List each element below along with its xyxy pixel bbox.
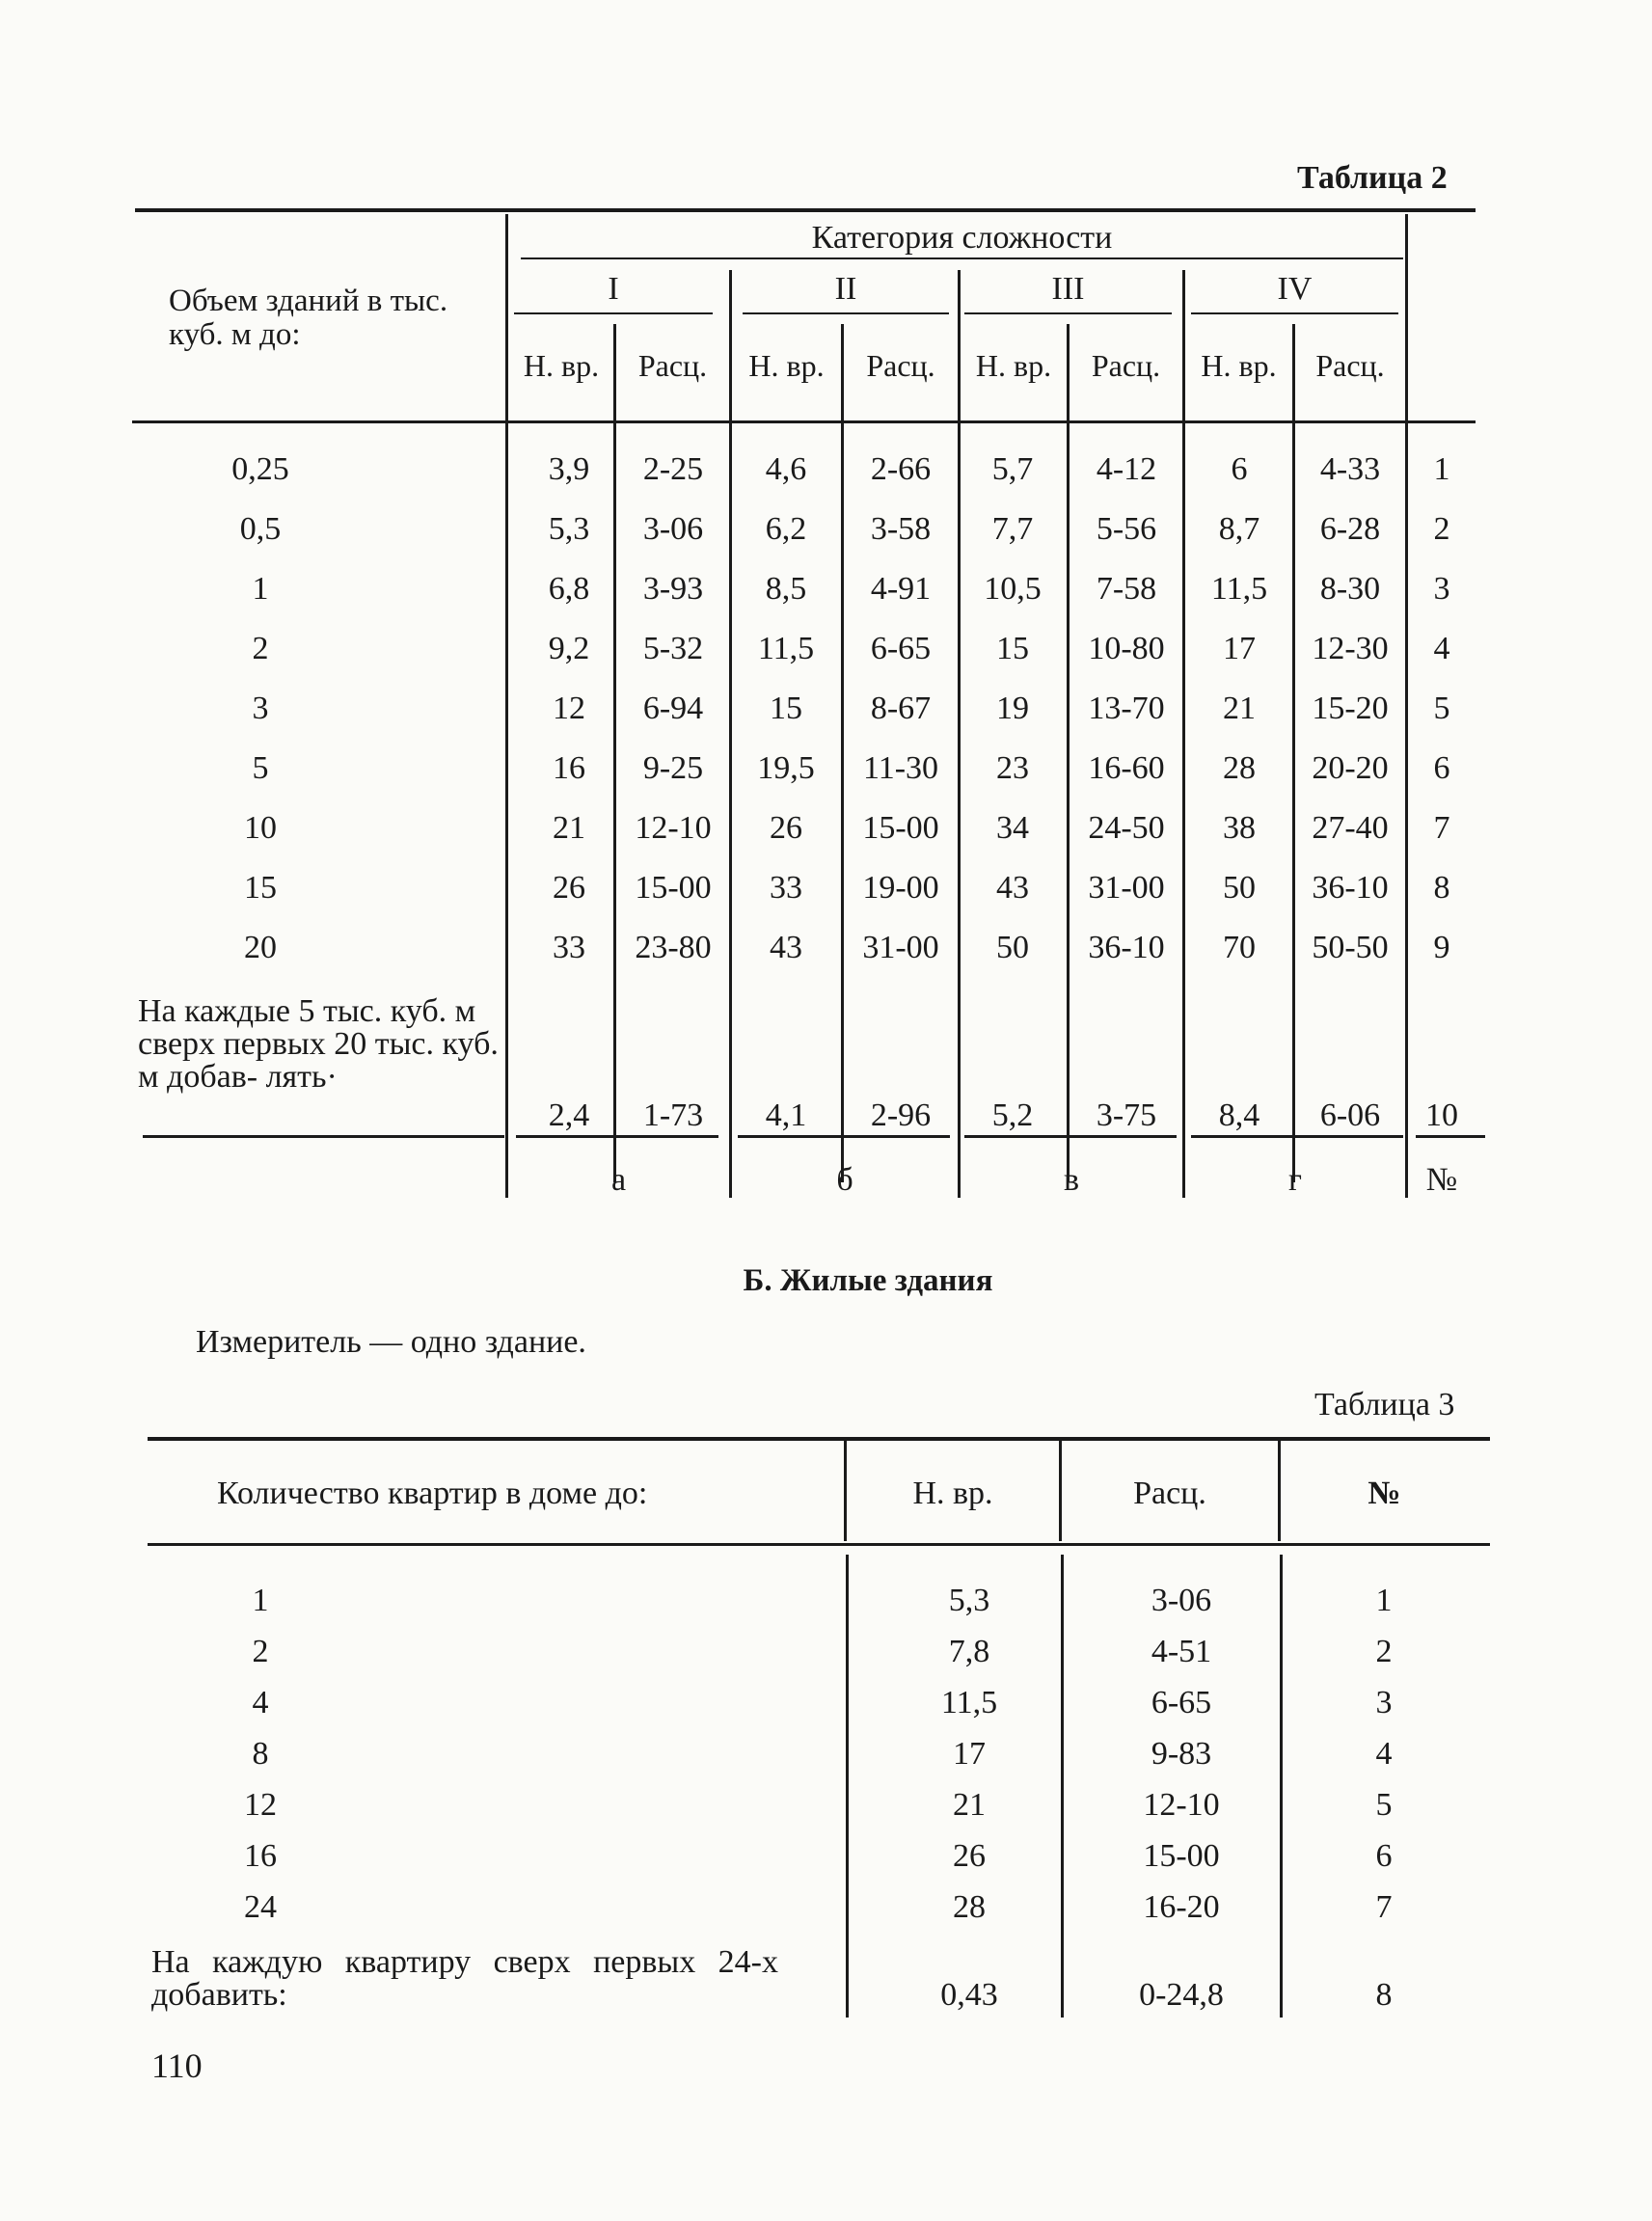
volume-cell: 5 (252, 750, 269, 786)
row-number: 6 (1433, 750, 1450, 786)
table2-cell: 5-32 (642, 631, 704, 666)
t3-nvr-cell: 28 (953, 1889, 986, 1925)
t3-b-div-2 (1061, 1555, 1064, 2018)
t3-nvr-cell: 21 (953, 1787, 986, 1823)
t3-num-cell: 3 (1375, 1685, 1393, 1720)
table2-cell: 26 (770, 810, 802, 846)
col-divider-II-III (958, 270, 961, 1198)
sub-header-III-nvr: Н. вр. (975, 348, 1052, 383)
t3-header-count: Количество квартир в доме до: (217, 1476, 648, 1511)
table2-cell: 8-67 (870, 691, 932, 726)
category-II: II (834, 271, 857, 307)
t3-rasc-cell: 12-10 (1143, 1787, 1220, 1823)
t3-rasc-cell: 9-83 (1151, 1736, 1212, 1772)
table2-cell: 23 (996, 750, 1029, 786)
table2-cell: 21 (1223, 691, 1256, 726)
table2-cell: 11,5 (1210, 571, 1268, 607)
col-divider-III-IV (1182, 270, 1185, 1198)
table2-cell: 2-25 (642, 451, 704, 487)
sub-header-IV-nvr: Н. вр. (1201, 348, 1277, 383)
t3-rasc-cell: 3-06 (1151, 1583, 1212, 1618)
table2-cell: 12-30 (1312, 631, 1389, 666)
table2-cell: 38 (1223, 810, 1256, 846)
footer-num: № (1425, 1162, 1458, 1198)
extra-row-rule-f (1416, 1135, 1485, 1138)
row-number: 10 (1425, 1097, 1458, 1133)
table2-extra-cell: 6-06 (1319, 1097, 1381, 1133)
col-divider-I-II (729, 270, 732, 1198)
table2-cell: 13-70 (1088, 691, 1165, 726)
t3-b-div-1 (846, 1555, 849, 2018)
table2-cell: 16-60 (1088, 750, 1165, 786)
t3-num-cell: 6 (1375, 1838, 1393, 1874)
t3-count-cell: 12 (244, 1787, 277, 1823)
table2-cell: 5,7 (991, 451, 1034, 487)
table2-header-rule (132, 420, 1476, 423)
row-number: 9 (1433, 930, 1450, 965)
table2-cell: 17 (1223, 631, 1256, 666)
table2-cell: 24-50 (1088, 810, 1165, 846)
t3-rasc-cell: 16-20 (1143, 1889, 1220, 1925)
category-I: I (608, 271, 619, 307)
sub-header-IV-rasc: Расц. (1315, 348, 1385, 383)
table2-cell: 33 (770, 870, 802, 906)
table2-cell: 31-00 (862, 930, 939, 965)
table2-cell: 8,5 (765, 571, 807, 607)
t3-header-nvr: Н. вр. (912, 1476, 993, 1511)
table2-cell: 6-65 (870, 631, 932, 666)
table2-cell: 50 (996, 930, 1029, 965)
measure-note: Измеритель — одно здание. (196, 1324, 586, 1360)
table2-cell: 8-30 (1319, 571, 1381, 607)
extra-row-rule-c (738, 1135, 950, 1138)
table2-cell: 19,5 (757, 750, 815, 786)
volume-cell: 2 (252, 631, 269, 666)
footer-letter-g: г (1288, 1162, 1302, 1198)
table2-cell: 20-20 (1312, 750, 1389, 786)
extra-row-rule-a (143, 1135, 504, 1138)
table2-cell: 10,5 (984, 571, 1042, 607)
t3-extra-rasc: 0-24,8 (1139, 1977, 1224, 2013)
t3-count-cell: 1 (252, 1583, 269, 1618)
table2-cell: 3-93 (642, 571, 704, 607)
row-number: 2 (1433, 511, 1450, 547)
table2-cell: 19-00 (862, 870, 939, 906)
row-number: 3 (1433, 571, 1450, 607)
table2-cell: 5,3 (548, 511, 590, 547)
table2-cell: 50 (1223, 870, 1256, 906)
extra-row-rule-e (1191, 1135, 1403, 1138)
table2-cell: 36-10 (1312, 870, 1389, 906)
table2-cell: 12 (553, 691, 585, 726)
table2-cell: 9-25 (642, 750, 704, 786)
table2-cell: 23-80 (635, 930, 712, 965)
table2-cell: 6-94 (642, 691, 704, 726)
cat-I-rule (514, 312, 713, 314)
table2-extra-cell: 8,4 (1218, 1097, 1260, 1133)
col-divider-IV (1292, 324, 1295, 1182)
table3-top-rule (148, 1437, 1490, 1441)
sub-header-I-nvr: Н. вр. (523, 348, 600, 383)
t3-rasc-cell: 4-51 (1151, 1634, 1212, 1669)
t3-count-cell: 2 (252, 1634, 269, 1669)
t3-num-cell: 4 (1375, 1736, 1393, 1772)
table2-cell: 6,2 (765, 511, 807, 547)
table2-cell: 15-20 (1312, 691, 1389, 726)
extra-row-rule-d (964, 1135, 1177, 1138)
t3-rasc-cell: 15-00 (1143, 1838, 1220, 1874)
table2-extra-cell: 4,1 (765, 1097, 807, 1133)
row-number: 1 (1433, 451, 1450, 487)
footer-letter-a: а (610, 1162, 627, 1198)
table2-cell: 11-30 (862, 750, 939, 786)
t3-header-num: № (1368, 1476, 1401, 1511)
table2-cell: 2-66 (870, 451, 932, 487)
row-header: Объем зданий в тыс. куб. м до: (169, 284, 448, 352)
table3-header-rule (148, 1543, 1490, 1546)
cat-IV-rule (1191, 312, 1398, 314)
table2-cell: 4,6 (765, 451, 807, 487)
row-number: 4 (1433, 631, 1450, 666)
volume-cell: 20 (244, 930, 277, 965)
table2-cell: 6-28 (1319, 511, 1381, 547)
table2-cell: 21 (553, 810, 585, 846)
table2-cell: 10-80 (1088, 631, 1165, 666)
extra-row-rule-b (516, 1135, 718, 1138)
category-III: III (1051, 271, 1085, 307)
sub-header-II-nvr: Н. вр. (748, 348, 825, 383)
table2-cell: 33 (553, 930, 585, 965)
volume-cell: 15 (244, 870, 277, 906)
table2-cell: 15 (770, 691, 802, 726)
table2-cell: 4-33 (1319, 451, 1381, 487)
table2-cell: 4-12 (1096, 451, 1157, 487)
group-header: Категория сложности (811, 220, 1113, 256)
t3-nvr-cell: 26 (953, 1838, 986, 1874)
t3-count-cell: 8 (252, 1736, 269, 1772)
table2-cell: 4-91 (870, 571, 932, 607)
cat-II-rule (743, 312, 949, 314)
table2-cell: 15-00 (635, 870, 712, 906)
table2-cell: 36-10 (1088, 930, 1165, 965)
table2-cell: 70 (1223, 930, 1256, 965)
table2-extra-label: На каждые 5 тыс. куб. м сверх первых 20 тыс. куб. м добав- лять· (138, 993, 499, 1095)
table2-cell: 3-06 (642, 511, 704, 547)
table2-cell: 15-00 (862, 810, 939, 846)
table2-cell: 8,7 (1218, 511, 1260, 547)
t3-nvr-cell: 5,3 (948, 1583, 990, 1618)
table2-extra-cell: 5,2 (991, 1097, 1034, 1133)
row-number: 8 (1433, 870, 1450, 906)
section-title: Б. Жилые здания (743, 1263, 993, 1298)
t3-nvr-cell: 17 (953, 1736, 986, 1772)
table2-cell: 11,5 (757, 631, 815, 666)
table3-caption: Таблица 3 (1314, 1387, 1455, 1422)
t3-b-div-3 (1280, 1555, 1283, 2018)
sub-header-III-rasc: Расц. (1091, 348, 1161, 383)
group-header-rule (521, 257, 1403, 259)
table2-cell: 50-50 (1312, 930, 1389, 965)
t3-num-cell: 5 (1375, 1787, 1393, 1823)
col-divider-II (841, 324, 844, 1182)
table2-cell: 12-10 (635, 810, 712, 846)
table2-cell: 9,2 (548, 631, 590, 666)
t3-nvr-cell: 7,8 (948, 1634, 990, 1669)
table2-cell: 43 (996, 870, 1029, 906)
cat-III-rule (964, 312, 1172, 314)
table2-extra-cell: 3-75 (1096, 1097, 1157, 1133)
table2-caption: Таблица 2 (1297, 160, 1448, 196)
table2-extra-cell: 2,4 (548, 1097, 590, 1133)
footer-letter-b: б (836, 1162, 853, 1198)
sub-header-I-rasc: Расц. (637, 348, 708, 383)
table2-cell: 27-40 (1312, 810, 1389, 846)
t3-count-cell: 16 (244, 1838, 277, 1874)
table2-extra-cell: 2-96 (870, 1097, 932, 1133)
table2-cell: 19 (996, 691, 1029, 726)
volume-cell: 0,5 (239, 511, 282, 547)
table2-cell: 26 (553, 870, 585, 906)
t3-nvr-cell: 11,5 (940, 1685, 998, 1720)
volume-cell: 10 (244, 810, 277, 846)
t3-num-cell: 1 (1375, 1583, 1393, 1618)
table2-cell: 3-58 (870, 511, 932, 547)
col-divider-III (1067, 324, 1070, 1182)
volume-cell: 3 (252, 691, 269, 726)
table2-cell: 3,9 (548, 451, 590, 487)
t3-num-cell: 2 (1375, 1634, 1393, 1669)
category-IV: IV (1277, 271, 1313, 307)
t3-extra-nvr: 0,43 (940, 1977, 998, 2013)
t3-rasc-cell: 6-65 (1151, 1685, 1212, 1720)
table2-top-rule (135, 208, 1476, 212)
table2-cell: 5-56 (1096, 511, 1157, 547)
sub-header-II-rasc: Расц. (866, 348, 935, 383)
volume-cell: 0,25 (231, 451, 289, 487)
row-number: 7 (1433, 810, 1450, 846)
table2-cell: 43 (770, 930, 802, 965)
t3-count-cell: 4 (252, 1685, 269, 1720)
footer-letter-v: в (1063, 1162, 1080, 1198)
table2-cell: 7-58 (1096, 571, 1157, 607)
table2-cell: 31-00 (1088, 870, 1165, 906)
table2-extra-cell: 1-73 (642, 1097, 704, 1133)
table2-cell: 6 (1231, 451, 1248, 487)
t3-header-rasc: Расц. (1133, 1476, 1206, 1511)
t3-extra-label: На каждую квартиру сверх первых 24-х добавить: (151, 1944, 778, 2013)
table2-cell: 34 (996, 810, 1029, 846)
t3-count-cell: 24 (244, 1889, 277, 1925)
row-number: 5 (1433, 691, 1450, 726)
table2-cell: 7,7 (991, 511, 1034, 547)
volume-cell: 1 (252, 571, 269, 607)
t3-extra-num: 8 (1375, 1977, 1393, 2013)
table2-cell: 16 (553, 750, 585, 786)
t3-num-cell: 7 (1375, 1889, 1393, 1925)
table2-cell: 28 (1223, 750, 1256, 786)
table2-cell: 6,8 (548, 571, 590, 607)
page-number: 110 (151, 2046, 203, 2085)
table2-cell: 15 (996, 631, 1029, 666)
